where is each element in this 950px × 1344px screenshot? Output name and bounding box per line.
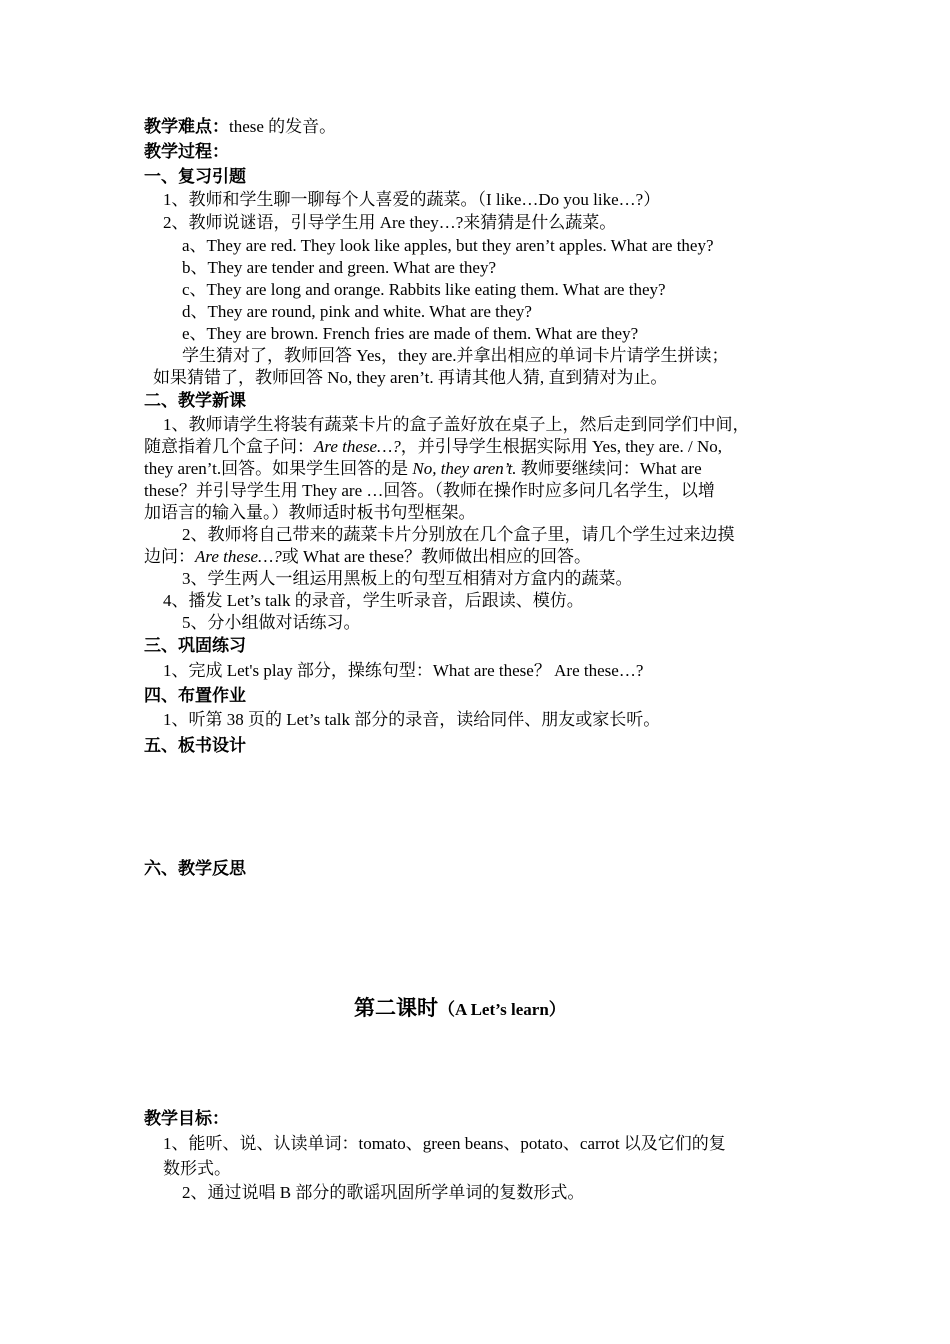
new-p1-line1: 1、教师请学生将装有蔬菜卡片的盒子盖好放在桌子上，然后走到同学们中间， [163, 415, 750, 434]
new-p3: 3、学生两人一组运用黑板上的句型互相猜对方盒内的蔬菜。 [182, 569, 633, 588]
heading-review: 一、复习引题 [144, 167, 246, 186]
riddle-b: b、They are tender and green. What are they? [182, 258, 497, 277]
heading-reflection: 六、教学反思 [144, 859, 246, 878]
practice-item-1: 1、完成 Let's play 部分，操练句型：What are these？ Are these…? [163, 661, 644, 680]
new-p2-line2 [144, 546, 591, 568]
homework-item-1: 1、听第 38 页的 Let’s talk 部分的录音，读给同伴、朋友或家长听。 [163, 710, 661, 729]
review-item-1: 1、教师和学生聊一聊每个人喜爱的蔬菜。（I like…Do you like…?） [163, 190, 661, 209]
new-p1-line2-b: Are these…? [314, 437, 401, 456]
difficulty-line [144, 116, 336, 138]
heading-new-lesson: 二、教学新课 [144, 391, 246, 410]
goal-label: 教学目标： [144, 1109, 229, 1128]
heading-board-design: 五、板书设计 [144, 736, 246, 755]
riddle-d: d、They are round, pink and white. What are they? [182, 302, 532, 321]
new-p1-line3-b: No, they aren’t. [412, 459, 517, 478]
goal-1-line1: 1、能听、说、认读单词：tomato、green beans、potato、carrot 以及它们的复 [163, 1134, 726, 1153]
new-p5: 5、分小组做对话练习。 [182, 613, 361, 632]
difficulty-label: 教学难点： [144, 117, 229, 136]
wrong-guess-text: 如果猜错了，教师回答 No, they aren’t. 再请其他人猜, 直到猜对为止。 [153, 368, 668, 387]
lesson-2-title [354, 994, 566, 1024]
goal-2: 2、通过说唱 B 部分的歌谣巩固所学单词的复数形式。 [182, 1183, 585, 1202]
new-p2-line2-c: 或 What are these？教师做出相应的回答。 [281, 547, 591, 566]
new-p1-line5: 加语言的输入量。）教师适时板书句型框架。 [144, 503, 476, 522]
new-p2-line2-a: 边问： [144, 547, 195, 566]
new-p1-line2-c: ，并引导学生根据实际用 Yes, they are. / No, [400, 437, 722, 456]
new-p4: 4、播发 Let’s talk 的录音，学生听录音，后跟读、模仿。 [163, 591, 584, 610]
riddle-e: e、They are brown. French fries are made of them. What are they? [182, 324, 639, 343]
new-p2-line2-b: Are these…? [195, 547, 282, 566]
riddle-c: c、They are long and orange. Rabbits like eating them. What are they? [182, 280, 666, 299]
new-p1-line3 [144, 458, 702, 480]
new-p1-line2 [144, 436, 722, 458]
difficulty-text: these 的发音。 [229, 117, 337, 136]
goal-1-line2: 数形式。 [163, 1159, 231, 1178]
new-p1-line4: these？并引导学生用 They are …回答。（教师在操作时应多问几名学生，以增 [144, 481, 715, 500]
new-p2-line1: 2、教师将自己带来的蔬菜卡片分别放在几个盒子里，请几个学生过来边摸 [182, 525, 735, 544]
review-item-2: 2、教师说谜语，引导学生用 Are they…?来猜猜是什么蔬菜。 [163, 213, 617, 232]
lesson-2-title-main: 第二课时 [354, 996, 438, 1020]
new-p1-line3-c: 教师要继续问：What are [516, 459, 702, 478]
lesson-2-title-sub: （A Let’s learn） [438, 1000, 566, 1019]
new-p1-line3-a: they aren’t.回答。如果学生回答的是 [144, 459, 413, 478]
new-p1-line2-a: 随意指着几个盒子问： [144, 437, 314, 456]
riddle-a: a、They are red. They look like apples, but they aren’t apples. What are they? [182, 236, 714, 255]
process-label: 教学过程： [144, 142, 229, 161]
correct-guess-text: 学生猜对了，教师回答 Yes，they are.并拿出相应的单词卡片请学生拼读； [182, 346, 729, 365]
heading-practice: 三、巩固练习 [144, 636, 246, 655]
heading-homework: 四、布置作业 [144, 686, 246, 705]
